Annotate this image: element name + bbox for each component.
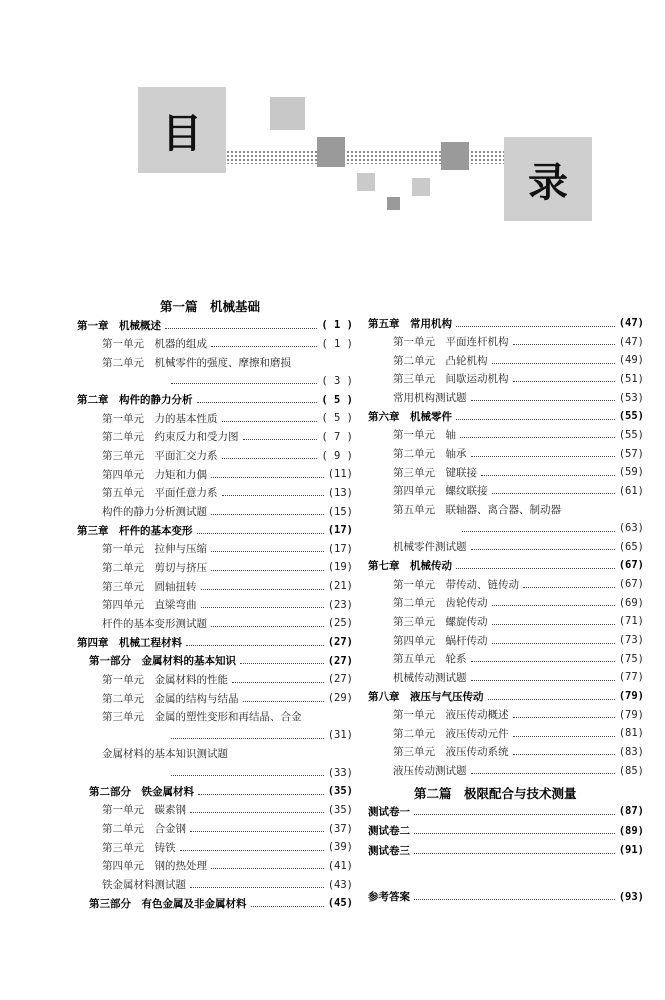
- toc-page-number: (59): [618, 466, 644, 479]
- toc-page-number: (27): [327, 673, 353, 686]
- toc-entry[interactable]: [89, 894, 353, 912]
- toc-page-number: (21): [327, 580, 353, 593]
- deco-square: [441, 142, 469, 170]
- toc-entry[interactable]: [102, 577, 353, 595]
- dot-leader: [197, 533, 324, 534]
- toc-entry-label: 第六章 机械零件: [368, 410, 452, 423]
- dot-leader: [513, 381, 615, 382]
- toc-page-number: (45): [327, 897, 353, 910]
- title-char-left: 目: [162, 110, 202, 157]
- dot-leader: [243, 439, 318, 440]
- toc-page-number: (73): [618, 634, 644, 647]
- toc-entry[interactable]: [102, 558, 353, 576]
- toc-entry[interactable]: [77, 633, 353, 651]
- dot-leader: [488, 699, 615, 700]
- toc-entry-label: 杆件的基本变形测试题: [102, 617, 207, 630]
- toc-page-number: ( 1 ): [321, 319, 353, 331]
- dot-leader: [190, 831, 324, 832]
- toc-entry-label: 第三单元 金属的塑性变形和再结晶、合金: [102, 711, 302, 724]
- toc-page-number: (69): [618, 596, 644, 609]
- toc-entry-label: 第三单元 液压传动系统: [393, 746, 509, 759]
- dot-leader: [186, 645, 324, 646]
- dot-leader: [492, 643, 615, 644]
- dot-leader: [471, 400, 615, 401]
- toc-entry[interactable]: [102, 465, 353, 483]
- toc-entry[interactable]: [77, 316, 353, 334]
- toc-page-number: (87): [618, 805, 644, 817]
- toc-entry-label: 第三单元 间歇运动机构: [393, 373, 509, 386]
- toc-page-number: (41): [327, 859, 353, 872]
- toc-entry-label: 第二单元 剪切与挤压: [102, 561, 207, 574]
- toc-entry-label: 第二单元 齿轮传动: [393, 597, 488, 610]
- toc-entry[interactable]: [102, 540, 353, 558]
- toc-page-number: ( 3 ): [321, 374, 353, 387]
- dot-leader: [414, 833, 615, 834]
- toc-entry-label: 测试卷一: [368, 805, 410, 818]
- dot-leader: [211, 551, 324, 552]
- toc-entry[interactable]: [368, 407, 644, 425]
- toc-entry[interactable]: [393, 668, 644, 686]
- toc-entry[interactable]: [102, 801, 353, 819]
- toc-page-number: (11): [327, 468, 353, 481]
- dot-leader: [456, 326, 615, 327]
- toc-entry-label: 参考答案: [368, 891, 410, 903]
- dot-leader: [492, 605, 615, 606]
- toc-page-number: (67): [618, 559, 644, 572]
- toc-entry[interactable]: [368, 314, 644, 332]
- dot-leader: [171, 738, 324, 739]
- dot-leader: [456, 568, 615, 569]
- toc-page-number: (55): [618, 428, 644, 441]
- toc-entry-label: 第四章 机械工程材料: [77, 636, 182, 649]
- toc-entry[interactable]: [393, 463, 644, 481]
- toc-entry[interactable]: [102, 335, 353, 353]
- toc-entry[interactable]: [393, 501, 644, 519]
- deco-square: [387, 197, 400, 210]
- toc-entry-label: 第三章 杆件的基本变形: [77, 524, 193, 537]
- toc-entry[interactable]: [393, 612, 644, 630]
- toc-entry-label: 第四单元 直梁弯曲: [102, 599, 197, 612]
- toc-entry[interactable]: [393, 445, 644, 463]
- toc-page-number: (53): [618, 391, 644, 404]
- title-box-left: [138, 87, 226, 173]
- toc-page-number: ( 5 ): [321, 393, 353, 406]
- dot-leader: [492, 624, 615, 625]
- toc-entry-label: 第一单元 液压传动概述: [393, 709, 509, 722]
- toc-page-number: (25): [327, 617, 353, 630]
- toc-page-number: (23): [327, 598, 353, 611]
- toc-entry-label: 第三单元 平面汇交力系: [102, 450, 218, 463]
- toc-page-number: (79): [618, 690, 644, 702]
- toc-page-number: (15): [327, 505, 353, 518]
- toc-entry[interactable]: [393, 631, 644, 649]
- dot-leader: [171, 775, 324, 776]
- toc-entry-label: 第五章 常用机构: [368, 317, 452, 330]
- dot-leader: [222, 495, 324, 496]
- toc-entry[interactable]: [393, 482, 644, 500]
- toc-entry[interactable]: [393, 575, 644, 593]
- toc-page-number: (43): [327, 878, 353, 891]
- toc-entry[interactable]: [77, 521, 353, 539]
- toc-entry-label: 第二单元 机械零件的强度、摩擦和磨损: [102, 356, 291, 369]
- toc-page-number: (85): [618, 764, 644, 777]
- dot-leader: [211, 626, 324, 627]
- toc-entry-label: 金属材料的基本知识测试题: [102, 748, 228, 761]
- toc-page-number: (49): [618, 354, 644, 367]
- toc-entry[interactable]: [368, 841, 644, 859]
- toc-page-number: (67): [618, 578, 644, 591]
- title-char-right: 录: [528, 159, 568, 206]
- dot-leader: [190, 812, 324, 813]
- toc-page-number: (63): [618, 522, 644, 535]
- deco-square: [357, 173, 375, 191]
- toc-entry[interactable]: [89, 652, 353, 670]
- dot-leader: [222, 458, 318, 459]
- toc-entry[interactable]: [393, 426, 644, 444]
- toc-page-number: (81): [618, 727, 644, 740]
- toc-entry[interactable]: [102, 596, 353, 614]
- dot-leader: [471, 456, 615, 457]
- toc-entry[interactable]: [102, 838, 353, 856]
- toc-entry-label: 第三单元 螺旋传动: [393, 615, 488, 628]
- toc-entry[interactable]: [393, 333, 644, 351]
- toc-entry-label: 第三单元 键联接: [393, 466, 477, 479]
- dot-leader: [471, 661, 615, 662]
- toc-entry[interactable]: [393, 389, 644, 407]
- toc-page-number: (27): [327, 654, 353, 667]
- dot-leader: [211, 514, 324, 515]
- toc-entry-label: 第三单元 圆轴扭转: [102, 580, 197, 593]
- toc-entry-label: 第二部分 铁金属材料: [89, 785, 194, 798]
- toc-entry[interactable]: [102, 820, 353, 838]
- toc-entry-label: 液压传动测试题: [393, 765, 467, 778]
- part-heading-1: 第一篇 机械基础: [160, 299, 261, 314]
- toc-page-number: ( 7 ): [321, 430, 353, 443]
- toc-entry[interactable]: [102, 614, 353, 632]
- toc-entry-label: 构件的静力分析测试题: [102, 506, 207, 518]
- dot-leader: [471, 680, 615, 681]
- dot-leader: [513, 344, 615, 345]
- toc-page-number: (65): [618, 540, 644, 553]
- dot-leader: [211, 868, 324, 869]
- toc-page-number: (89): [618, 824, 644, 837]
- dot-leader: [513, 736, 615, 737]
- toc-page-number: (55): [618, 410, 644, 423]
- toc-entry[interactable]: [368, 888, 644, 906]
- dot-leader: [232, 682, 324, 683]
- dot-leader: [211, 477, 324, 478]
- toc-entry[interactable]: [102, 447, 353, 465]
- toc-entry-label: 第二单元 轴承: [393, 448, 467, 461]
- toc-entry-label: 第四单元 力矩和力偶: [102, 468, 207, 481]
- dot-leader: [460, 437, 615, 438]
- toc-entry[interactable]: [77, 391, 353, 409]
- toc-page-number: (79): [618, 708, 644, 721]
- toc-page-number: (47): [618, 317, 644, 329]
- toc-page-number: ( 1 ): [321, 337, 353, 350]
- toc-entry[interactable]: [167, 726, 353, 744]
- toc-entry[interactable]: [102, 745, 353, 763]
- dot-leader: [414, 814, 615, 815]
- toc-page-number: (19): [327, 561, 353, 574]
- part-heading-2: 第二篇 极限配合与技术测量: [414, 786, 577, 801]
- dot-leader: [251, 906, 324, 907]
- toc-entry-label: 第一单元 平面连杆机构: [393, 336, 509, 349]
- toc-entry[interactable]: [393, 743, 644, 761]
- toc-entry[interactable]: [393, 370, 644, 388]
- dot-leader: [201, 589, 324, 590]
- dot-leader: [222, 421, 318, 422]
- toc-entry[interactable]: [102, 857, 353, 875]
- toc-entry-label: 第一单元 碳素钢: [102, 804, 186, 817]
- toc-entry-label: 第四单元 蜗杆传动: [393, 634, 488, 647]
- toc-entry-label: 第一单元 带传动、链传动: [393, 578, 519, 591]
- dot-leader: [243, 701, 324, 702]
- toc-entry-label: 第五单元 联轴器、离合器、制动器: [393, 504, 561, 516]
- toc-entry-label: 机械传动测试题: [393, 671, 467, 684]
- toc-page-number: (27): [327, 636, 353, 649]
- toc-entry-label: 第一单元 机器的组成: [102, 338, 207, 351]
- toc-entry[interactable]: [393, 724, 644, 742]
- toc-page-number: (13): [327, 486, 353, 499]
- deco-square: [412, 178, 430, 196]
- toc-entry-label: 第三单元 铸铁: [102, 841, 176, 854]
- dot-leader: [414, 899, 615, 900]
- toc-page-number: (77): [618, 671, 644, 684]
- toc-entry-label: 第五单元 平面任意力系: [102, 487, 218, 500]
- toc-entry[interactable]: [393, 351, 644, 369]
- toc-entry-label: 第一章 机械概述: [77, 319, 161, 332]
- toc-entry[interactable]: [393, 650, 644, 668]
- toc-page-number: (29): [327, 692, 353, 704]
- dot-leader: [462, 531, 615, 532]
- toc-entry[interactable]: [368, 687, 644, 705]
- toc-page-number: ( 5 ): [321, 412, 353, 425]
- deco-square: [270, 97, 305, 130]
- dot-leader: [471, 549, 615, 550]
- title-box-right: [504, 137, 592, 221]
- toc-entry[interactable]: [102, 353, 353, 371]
- toc-entry-label: 第五单元 轮系: [393, 653, 467, 666]
- toc-entry[interactable]: [167, 372, 353, 390]
- dot-leader: [211, 570, 324, 571]
- dot-leader: [492, 363, 615, 364]
- dot-leader: [240, 663, 324, 664]
- toc-entry-label: 第二单元 凸轮机构: [393, 354, 488, 367]
- toc-page-number: (91): [618, 844, 644, 856]
- toc-entry[interactable]: [102, 503, 353, 521]
- dot-leader: [211, 346, 317, 347]
- toc-entry-label: 第一单元 金属材料的性能: [102, 673, 228, 686]
- toc-entry[interactable]: [102, 409, 353, 427]
- toc-entry[interactable]: [393, 706, 644, 724]
- dot-leader: [414, 853, 615, 854]
- toc-page-number: (93): [618, 890, 644, 903]
- toc-entry[interactable]: [89, 782, 353, 800]
- toc-page-number: (39): [327, 841, 353, 854]
- toc-entry-label: 测试卷二: [368, 825, 410, 837]
- toc-entry-label: 第八章 液压与气压传动: [368, 690, 484, 703]
- toc-entry[interactable]: [393, 594, 644, 612]
- toc-entry-label: 常用机构测试题: [393, 392, 467, 405]
- toc-entry-label: 第四单元 钢的热处理: [102, 860, 207, 873]
- toc-entry-label: 第七章 机械传动: [368, 559, 452, 572]
- dot-leader: [197, 402, 318, 403]
- toc-entry[interactable]: [102, 484, 353, 502]
- toc-entry[interactable]: [102, 708, 353, 726]
- toc-page-number: (35): [327, 785, 353, 798]
- toc-page-number: (61): [618, 484, 644, 497]
- toc-page-number: (37): [327, 822, 353, 835]
- toc-entry[interactable]: [102, 670, 353, 688]
- toc-entry-label: 第一单元 拉伸与压缩: [102, 543, 207, 556]
- toc-entry[interactable]: [458, 519, 644, 537]
- dot-leader: [201, 607, 324, 608]
- toc-page-number: ( 9 ): [321, 449, 353, 462]
- toc-page-number: (31): [327, 729, 353, 742]
- dot-leader: [513, 754, 615, 755]
- dot-leader: [198, 794, 324, 795]
- toc-entry[interactable]: [368, 822, 644, 840]
- toc-entry-label: 第一部分 金属材料的基本知识: [89, 655, 236, 668]
- toc-entry[interactable]: [393, 762, 644, 780]
- dot-leader: [481, 475, 615, 476]
- toc-entry-label: 第一单元 力的基本性质: [102, 412, 218, 425]
- toc-entry-label: 第二单元 液压传动元件: [393, 727, 509, 740]
- dot-leader: [456, 419, 615, 420]
- toc-page-number: (17): [327, 542, 353, 555]
- toc-entry[interactable]: [393, 538, 644, 556]
- toc-entry-label: 测试卷三: [368, 844, 410, 857]
- toc-entry-label: 第二单元 金属的结构与结晶: [102, 692, 239, 705]
- toc-page-number: (75): [618, 652, 644, 665]
- dot-leader: [523, 587, 615, 588]
- toc-entry[interactable]: [102, 689, 353, 707]
- toc-page-number: (71): [618, 615, 644, 628]
- toc-page-number: (47): [618, 335, 644, 348]
- toc-entry[interactable]: [368, 556, 644, 574]
- toc-entry-label: 机械零件测试题: [393, 541, 467, 554]
- dot-leader: [165, 328, 317, 329]
- toc-page-number: (83): [618, 745, 644, 758]
- dot-leader: [190, 887, 324, 888]
- toc-entry[interactable]: [368, 802, 644, 820]
- toc-page-number: (35): [327, 803, 353, 816]
- toc-entry-label: 铁金属材料测试题: [102, 879, 186, 891]
- dot-leader: [513, 717, 615, 718]
- dot-leader: [471, 773, 615, 774]
- toc-page-number: (17): [327, 524, 353, 537]
- toc-entry-label: 第三部分 有色金属及非金属材料: [89, 897, 247, 910]
- dot-leader: [492, 493, 615, 494]
- toc-entry-label: 第二单元 合金钢: [102, 823, 186, 836]
- toc-entry[interactable]: [102, 428, 353, 446]
- toc-page-number: (51): [618, 372, 644, 385]
- toc-page-number: (33): [327, 766, 353, 779]
- dot-leader: [171, 383, 317, 384]
- toc-entry-label: 第一单元 轴: [393, 429, 456, 442]
- toc-entry-label: 第二单元 约束反力和受力图: [102, 431, 239, 444]
- toc-entry-label: 第二章 构件的静力分析: [77, 394, 193, 407]
- toc-page-number: (57): [618, 447, 644, 460]
- deco-square: [317, 137, 345, 167]
- dot-leader: [180, 850, 324, 851]
- toc-entry[interactable]: [167, 764, 353, 782]
- toc-entry[interactable]: [102, 876, 353, 894]
- toc-entry-label: 第四单元 螺纹联接: [393, 485, 488, 498]
